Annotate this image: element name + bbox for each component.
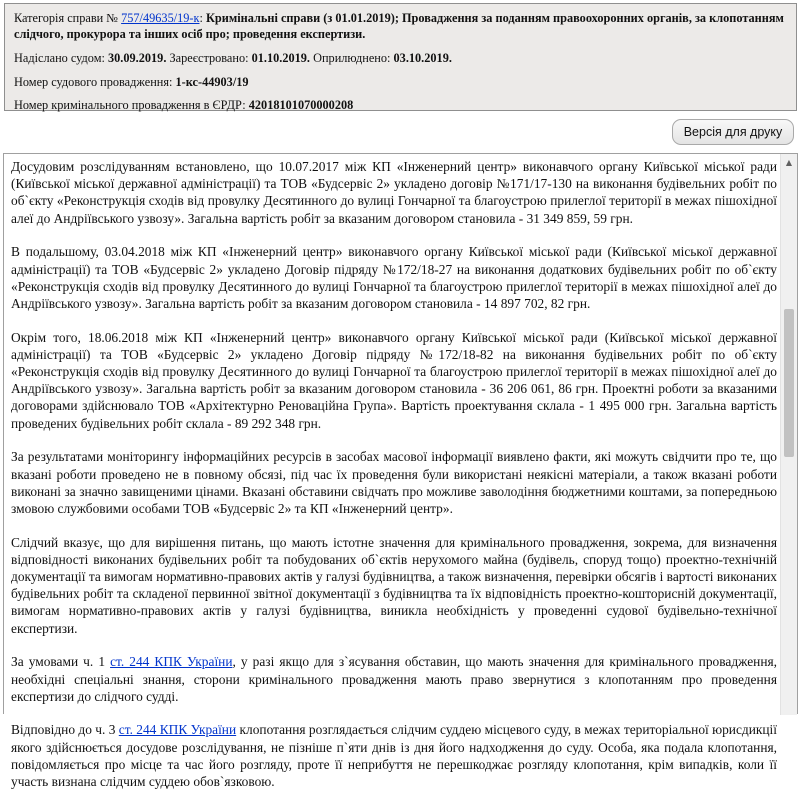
erdr-line — [14, 98, 787, 114]
case-info-panel — [4, 3, 797, 111]
court-proceeding-line — [14, 75, 787, 91]
paragraph-2: В подальшому, 03.04.2018 між КП «Інженерний центр» виконавчого органу Київської міської ради (Київської міської державної адміністрації) та ТОВ «Будсервіс 2» укладено Договір підряду №172/18-27 на виконання додаткових будівельних робіт по об`єкту «Реконструкція сходів від провулку Десятинного до вулиці Гончарної та благоустрою прилеглої території в межах пішохідної алеї до Андріївського узвозу». Загальна вартість робіт за вказаним договором становила - 14 897 702, 82 грн. — [11, 244, 777, 311]
paragraph-4: За результатами моніторингу інформаційних ресурсів в засобах масової інформації виявлено факти, які можуть свідчити про те, що вказані роботи проведено не в повному обсязі, під час їх проведення були використані неякісні матеріали, а також вказані роботи виконані за значно завищеними цінами. Вказані обставини свідчать про можливе заволодіння бюджетними коштами, за попередньою змовою службовими особами ТОВ «Будсервіс 2» та КП «Інженерний центр». — [11, 449, 777, 516]
sent-label: Надіслано судом: — [14, 51, 105, 65]
article-244-link[interactable]: ст. 244 КПК України — [110, 654, 233, 670]
category-label: Категорія справи № — [14, 11, 119, 25]
print-version-button[interactable]: Версія для друку — [672, 119, 794, 145]
case-category-line: Категорія справи № 757/49635/19-к: Кримінальні справи (з 01.01.2019); Провадження за поданням правоохоронних органів, за клопотанням слідчого, прокурора та інших осіб про; проведення експертизи. — [14, 11, 784, 41]
article-244-link-2[interactable]: ст. 244 КПК України — [118, 722, 237, 738]
registered-label: Зареєстровано: — [169, 51, 249, 65]
registered-date: 01.10.2019. — [251, 51, 311, 65]
paragraph-7-text-end: клопотання розглядається слідчим суддею місцевого суду, в межах територіальної юрисдикції якого здійснюється досудове розслідування, не пізніше п`яти днів із дня його надходження до суду. Особа, яка подала клопотання, повідомляється про місце та час його розгляду, проте її неприбуття не перешкоджає розгляду клопотання, крім випадків, коли її участь визнана слідчим суддею обов`язковою. — [11, 722, 777, 790]
published-date: 03.10.2019. — [393, 51, 452, 65]
court-proceeding-number: 1-кс-44903/19 — [175, 74, 249, 89]
document-text-frame[interactable] — [3, 153, 798, 790]
paragraph-7 — [11, 721, 777, 790]
sent-date: 30.09.2019. — [107, 51, 167, 65]
case-number-link[interactable]: 757/49635/19-к — [121, 11, 200, 25]
erdr-number: 42018101070000208 — [248, 98, 354, 112]
published-label: Оприлюднено: — [313, 51, 391, 65]
paragraph-6 — [11, 653, 777, 705]
scroll-up-arrow-icon[interactable]: ▲ — [785, 158, 793, 167]
scrollbar-thumb[interactable] — [784, 309, 794, 457]
paragraph-7-text-start: Відповідно до ч. 3 — [11, 722, 119, 738]
paragraph-5: Слідчий вказує, що для вирішення питань, що мають істотне значення для кримінального провадження, зокрема, для визначення відповідності виконаних будівельних робіт та побудованих об`єктів нерухомого майна (будівель, споруд тощо) проектно-технічній документації та вимогам нормативно-правових актів у галузі будівництва, а також визначення, перевірки обсягів і вартості виконаних будівельних робіт та складеної первинної звітної документації з будівництва та їх відповідність проектно-кошторисній документації, вимогам нормативно-правових актів у галузі будівництва, виникла необхідність у проведенні судової будівельно-технічної експертизи. — [11, 534, 777, 636]
paragraph-3: Окрім того, 18.06.2018 між КП «Інженерний центр» виконавчого органу Київської міської ради (Київської міської державної адміністрації) та ТОВ «Будсервіс 2» укладено Договір підряду №172/18-82 на виконання будівельних робіт по об`єкту «Реконструкція сходів від провулку Десятинного до вулиці Гончарної та благоустрою прилеглої території в межах пішохідної алеї до Андріївського узвозу». Загальна вартість робіт за вказаним договором становила - 36 206 061, 86 грн. Проектні роботи за вказаними договорами здійснювало ТОВ «Архітектурно Реноваційна Група». Вартість проектування склала - 1 495 000 грн. Загальна вартість проведених будівельних робіт склала - 89 292 348 грн. — [11, 329, 777, 431]
paragraph-6-text-end: , у разі якщо для з`ясування обставин, що мають значення для кримінального провадження, необхідні спеціальні знання, сторони кримінального провадження мають право звернутися з клопотанням про проведення експертизи до слідчого судді. — [11, 654, 777, 704]
paragraph-1: Досудовим розслідуванням встановлено, що 10.07.2017 між КП «Інженерний центр» виконавчого органу Київської міської ради (Київської міської державної адміністрації) та ТОВ «Будсервіс 2» укладено договір №171/17-130 на виконання будівельних робіт по об`єкту «Реконструкція сходів від провулку Десятинного до вулиці Гончарної та благоустрою прилеглої території в межах пішохідної алеї до Андріївського узвозу». Загальна вартість робіт за вказаним договором становила - 31 349 859, 59 грн. — [11, 159, 777, 226]
dates-line — [14, 51, 787, 67]
paragraph-6-text-start: За умовами ч. 1 — [11, 654, 111, 670]
vertical-scrollbar[interactable] — [780, 154, 797, 715]
category-text: Кримінальні справи (з 01.01.2019); Провадження за поданням правоохоронних органів, за клопотанням слідчого, прокурора та інших осіб про; проведення експертизи. — [14, 11, 784, 41]
erdr-label: Номер кримінального провадження в ЄРДР: — [14, 98, 246, 112]
court-proceeding-label: Номер судового провадження: — [14, 74, 173, 89]
document-body — [11, 158, 777, 807]
